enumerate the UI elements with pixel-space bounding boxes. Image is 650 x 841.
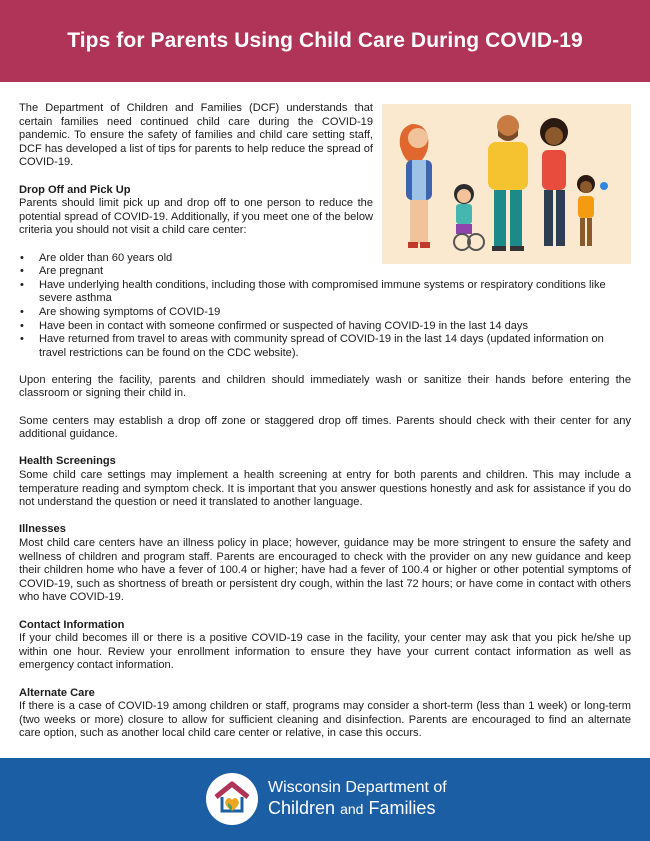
dropoff-zone-paragraph: Some centers may establish a drop off zone or staggered drop off times. Parents should check with their center for any additional guidance. bbox=[19, 414, 631, 441]
footer-word-children: Children bbox=[268, 798, 336, 818]
health-heading: Health Screenings bbox=[19, 455, 116, 468]
footer-org-line1: Wisconsin Department of bbox=[268, 779, 447, 796]
criteria-list bbox=[19, 252, 631, 361]
list-item: • Have returned from travel to areas with community spread of COVID-19 in the last 14 days (updated information on travel restrictions can be found on the CDC website). bbox=[39, 333, 631, 360]
footer-word-families: Families bbox=[368, 798, 436, 818]
page-header bbox=[0, 0, 650, 82]
list-item: • Are pregnant bbox=[39, 265, 631, 279]
document-body bbox=[19, 102, 631, 741]
alternate-heading: Alternate Care bbox=[19, 686, 95, 699]
hand-washing-paragraph: Upon entering the facility, parents and children should immediately wash or sanitize their hands before entering the classroom or signing their child in. bbox=[19, 373, 631, 400]
illnesses-heading: Illnesses bbox=[19, 523, 66, 536]
health-paragraph: Some child care settings may implement a health screening at entry for both parents and children. This may include a temperature reading and symptom check. It is important that you answer questions honestly and ask for assistance if you do not understand the question or need it translated to another language. bbox=[19, 469, 631, 509]
alternate-paragraph: If there is a case of COVID-19 among children or staff, programs may consider a short-term (less than 1 week) or long-term (two weeks or more) closure to allow for sufficient cleaning and disinfection. Parents are encouraged to find an alternate care option, such as another local child care center or relative, in case this occurs. bbox=[19, 700, 631, 740]
footer-word-and: and bbox=[340, 801, 364, 817]
contact-heading: Contact Information bbox=[19, 618, 125, 631]
dropoff-paragraph: Parents should limit pick up and drop off to one person to reduce the potential spread of COVID-19. Additionally, if you meet one of the below criteria you should not visit a child care center: bbox=[19, 197, 373, 237]
dropoff-heading: Drop Off and Pick Up bbox=[19, 183, 131, 196]
house-heart-logo-icon bbox=[206, 773, 258, 825]
illnesses-paragraph: Most child care centers have an illness policy in place; however, guidance may be more stringent to ensure the safety and wellness of children and program staff. Parents are encouraged to check with the provider on any new guidance and keep their children home who have a fever of 100.4 or higher; have had a fever of 100.4 or higher or other potential symptoms of COVID-19, such as shortness of breath or persistent dry cough, within the last 72 hours; or have come in contact with others who have COVID-19. bbox=[19, 537, 631, 604]
list-item: • Are showing symptoms of COVID-19 bbox=[39, 306, 631, 320]
list-item: • Have been in contact with someone confirmed or suspected of having COVID-19 in the last 14 days bbox=[39, 320, 631, 334]
page-title: Tips for Parents Using Child Care During COVID-19 bbox=[67, 29, 583, 52]
list-item: • Are older than 60 years old bbox=[39, 252, 631, 266]
footer-org-line2 bbox=[268, 798, 435, 819]
intro-paragraph: The Department of Children and Families (DCF) understands that certain families need continued child care during the COVID-19 pandemic. To ensure the safety of families and child care setting staff, DCF has developed a list of tips for parents to help reduce the spread of COVID-19. bbox=[19, 102, 373, 169]
list-item: • Have underlying health conditions, including those with compromised immune systems or respiratory conditions like severe asthma bbox=[39, 279, 631, 306]
contact-paragraph: If your child becomes ill or there is a positive COVID-19 case in the facility, your center may ask that you pick he/she up within one hour. Review your enrollment information to ensure they have your current contact information as well as emergency contact information. bbox=[19, 632, 631, 672]
